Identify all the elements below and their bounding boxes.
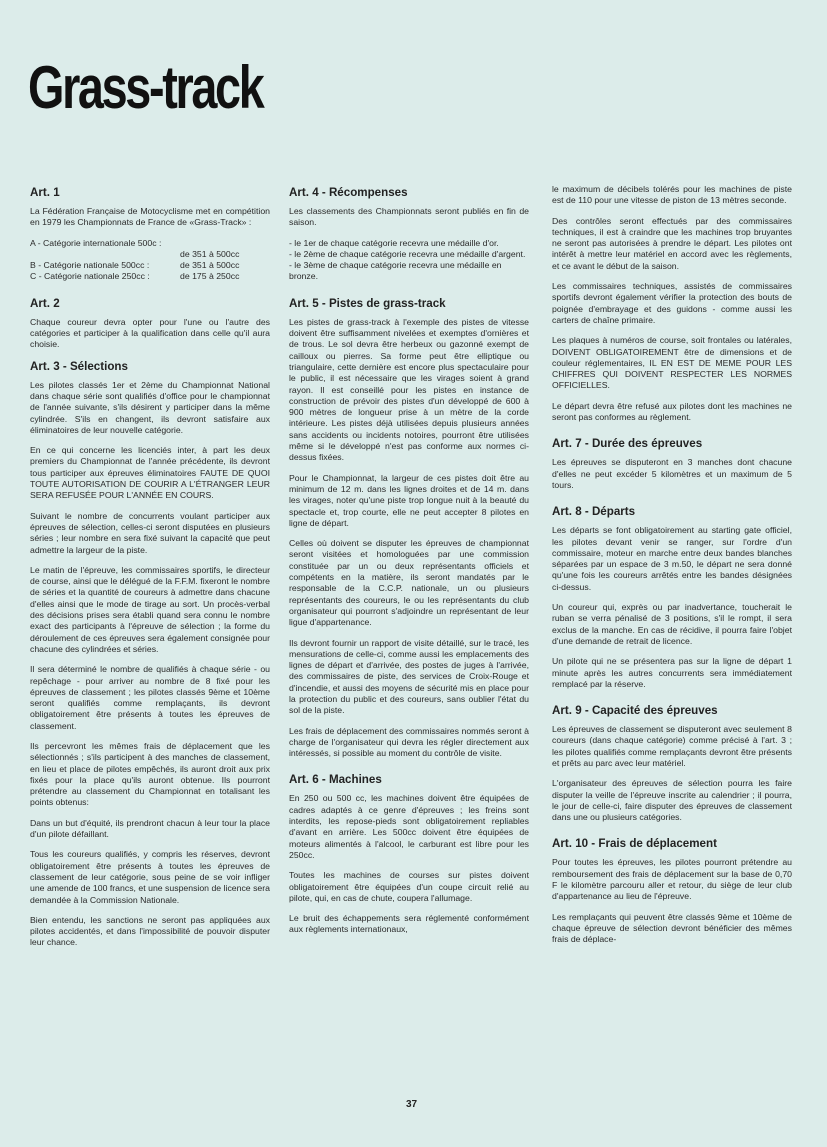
category-range	[180, 238, 270, 249]
article-heading: Art. 7 - Durée des épreuves	[552, 437, 703, 451]
article-1	[30, 186, 270, 283]
paragraph: Dans un but d'équité, ils prendront chacun à leur tour la place d'un pilote défaillant.	[30, 817, 270, 840]
article-heading: Art. 5 - Pistes de grass-track	[289, 296, 446, 310]
article-9	[552, 704, 792, 823]
paragraph: Suivant le nombre de concurrents voulant participer aux épreuves de sélection, celles-ci seront disputées en plusieurs séries ; leur nombre en sera fixé suivant la capacité que peut admettre la largeur de la piste.	[30, 510, 270, 555]
column-1	[30, 186, 270, 958]
category-range: de 351 à 500cc	[180, 248, 240, 259]
article-6-continued	[552, 184, 792, 423]
paragraph: Les plaques à numéros de course, soit frontales ou latérales, DOIVENT OBLIGATOIREMENT être de dimensions et de couleur réglementaires, IL EN EST DE MEME POUR LES CHIFFRES QUI DOIVENT RESPECTER LES NORMES OFFICIELLES.	[552, 335, 792, 391]
paragraph: En 250 ou 500 cc, les machines doivent être équipées de cadres adaptés à ce genre d'épreuves ; les freins sont interdits, les repose-pieds sont obligatoirement repliables d'avant en arrière. Les 500cc doivent être équipées de moteurs alimentés à l'alcool, le carburant est libre pour les 250cc.	[289, 793, 529, 860]
paragraph: Tous les coureurs qualifiés, y compris les réserves, devront obligatoirement être présents à toutes les épreuves de classement de leur catégorie, sous peine de se voir infliger une amende de 100 francs, et une suspension de licence sera demandée à la Commission Nationale.	[30, 849, 270, 905]
paragraph: Les départs se font obligatoirement au starting gate officiel, les pilotes devant venir se ranger, sur l'ordre d'un commissaire, moteur en marche entre deux bandes blanches séparées par un espace de 3 m.50, le départ ne sera donné qu'une fois les coureurs arrêtés entre les bandes désignées ci-dessus.	[552, 525, 792, 592]
paragraph: Les remplaçants qui peuvent être classés 9ème et 10ème de chaque épreuve de sélection devront bénéficier des mêmes frais de déplace-	[552, 911, 792, 945]
paragraph: Ils percevront les mêmes frais de déplacement que les sélectionnés ; s'ils participent à des manches de classement, en lieu et place de pilotes empêchés, ils auront droit aux prix fixés pour la place qu'ils auront obtenue. Ils pourront prétendre au classement du Championnat en totalisant les points obtenus:	[30, 740, 270, 808]
page-title: Grass-track	[28, 54, 263, 121]
paragraph: Les épreuves se disputeront en 3 manches dont chacune d'elles ne peut excéder 5 kilomètres et un maximum de 5 tours.	[552, 457, 792, 490]
category-row	[30, 260, 270, 271]
list-item: - le 2ème de chaque catégorie recevra une médaille d'argent.	[289, 248, 526, 259]
list-item: - le 1er de chaque catégorie recevra une médaille d'or.	[289, 237, 499, 248]
article-heading: Art. 10 - Frais de déplacement	[552, 837, 717, 851]
article-heading: Art. 6 - Machines	[289, 773, 382, 787]
category-label	[30, 249, 180, 260]
paragraph: Un coureur qui, exprès ou par inadvertance, toucherait le ruban se verra pénalisé de 3 positions, s'il le rompt, il sera exclus de la manche. En cas de récidive, il pourra faire l'objet d'une demande de retrait de licence.	[552, 602, 792, 646]
category-range: de 175 à 250cc	[180, 271, 240, 282]
category-row	[30, 271, 270, 282]
paragraph: La Fédération Française de Motocyclisme met en compétition en 1979 les Championnats de France de «Grass-Track» :	[30, 206, 270, 228]
article-heading: Art. 3 - Sélections	[30, 359, 128, 373]
paragraph: Le bruit des échappements sera réglementé conformément aux règlements internationaux,	[289, 913, 529, 935]
paragraph: Des contrôles seront effectués par des commissaires techniques, il est à craindre que les machines trop bruyantes ne seront pas autorisées à prendre le départ. Les pilotes ont intérêt à mettre leur matériel en accord avec les règlements, et ce avant le début de la saison.	[552, 215, 792, 271]
paragraph: le maximum de décibels tolérés pour les machines de piste est de 110 pour une vitesse de piston de 13 mètres seconde.	[552, 184, 792, 206]
paragraph: En ce qui concerne les licenciés inter, à part les deux premiers du Championnat de l'année précédente, ils devront tous participer aux épreuves éliminatoires FAUTE DE QUOI TOUTE AUTORISATION DE COURIR A L'ÉTRANGER LEUR SERA REFUSÉE POUR L'ANNÉE EN COURS.	[30, 445, 270, 501]
category-label: A - Catégorie internationale 500c :	[30, 237, 162, 248]
paragraph: Il sera déterminé le nombre de qualifiés à chaque série - ou repêchage - pour arriver au nombre de 8 fixé pour les épreuves de classement ; les pilotes classés 9ème et 10ème seront qualifiés comme remplaçants, ils devront obligatoirement être présents à toutes les épreuves de classement.	[30, 664, 270, 731]
paragraph: Celles où doivent se disputer les épreuves de championnat seront visitées et homologuées par une commission constituée par un ou deux représentants officiels et compétents en la matière, ils seront mandatés par le responsable de la C.C.P. nationale, un ou plusieurs représentants des coureurs, le ou les représentants du club organisateur qui pourront s'adjoindre un représentant de leur ligue d'appartenance.	[289, 538, 529, 628]
paragraph: Pour toutes les épreuves, les pilotes pourront prétendre au remboursement des frais de déplacement sur la base de 0,70 F le kilomètre parcouru aller et retour, du siège de leur club d'appartenance au lieu de l'épreuve.	[552, 857, 792, 902]
paragraph: Toutes les machines de courses sur pistes doivent obligatoirement être équipées d'un coupe circuit relié au pilote, qui, en cas de chute, coupera l'allumage.	[289, 870, 529, 903]
category-row	[30, 238, 270, 249]
paragraph: Chaque coureur devra opter pour l'une ou l'autre des catégories et participer à la qualification dans celle qu'il aura choisie.	[30, 316, 270, 350]
article-heading: Art. 9 - Capacité des épreuves	[552, 704, 718, 718]
article-2	[30, 297, 270, 351]
article-5	[289, 297, 529, 760]
category-row	[30, 249, 270, 260]
column-3	[552, 184, 792, 955]
paragraph: Le matin de l'épreuve, les commissaires sportifs, le directeur de course, ainsi que le délégué de la F.F.M. fixeront le nombre de séries et la quantité de coureurs à admettre dans chacune d'elles ainsi que le mode de tirage au sort. Un procès-verbal des décisions prises sera établi quand sera connu le nombre exact des participants à l'épreuve de sélection ; la forme du déroulement de ces épreuves sera également consignée pour chacune des cylindrées et séries.	[30, 564, 270, 654]
paragraph: Les pilotes classés 1er et 2ème du Championnat National dans chaque série sont qualifiés d'office pour le championnat de l'année suivante, s'ils désirent y participer dans la même cylindrée. S'ils en changent, ils devront satisfaire aux éliminatoires de leur nouvelle catégorie.	[30, 379, 270, 435]
article-heading: Art. 1	[30, 186, 60, 199]
category-range: de 351 à 500cc	[180, 260, 240, 271]
article-heading: Art. 8 - Départs	[552, 505, 636, 519]
paragraph: Bien entendu, les sanctions ne seront pas appliquées aux pilotes accidentés, et dans l'impossibilité de pouvoir disputer leur chance.	[30, 914, 270, 948]
paragraph: Un pilote qui ne se présentera pas sur la ligne de départ 1 minute après les autres concurrents sera immédiatement remplacé par la réserve.	[552, 656, 792, 689]
award-list	[289, 238, 529, 283]
paragraph: Les épreuves de classement se disputeront avec seulement 8 coureurs (dans chaque catégorie) comme précisé à l'art. 3 ; les pilotes qualifiés comme remplaçants devront être présents et prêts au parc avec leur matériel.	[552, 724, 792, 768]
article-heading: Art. 2	[30, 296, 60, 310]
category-label: C - Catégorie nationale 250cc :	[30, 271, 150, 282]
article-3	[30, 360, 270, 949]
paragraph: Pour le Championnat, la largeur de ces pistes doit être au minimum de 12 m. dans les lignes droites et de 14 m. dans les virages, noter qu'une piste trop longue nuit à la beauté du spectacle et, trop courte, elle ne peut accepter 8 pilotes en ligne de départ.	[289, 472, 529, 528]
category-label: B - Catégorie nationale 500cc :	[30, 260, 150, 271]
article-10	[552, 837, 792, 945]
list-item: - le 3ème de chaque catégorie recevra une médaille en bronze.	[289, 260, 502, 282]
paragraph: Les commissaires techniques, assistés de commissaires sportifs devront également vérifier la protection des bouts de poignée d'embrayage et des guidons - comme aussi les carters de chaîne primaire.	[552, 281, 792, 325]
paragraph: Le départ devra être refusé aux pilotes dont les machines ne seront pas conformes au règlement.	[552, 400, 792, 423]
paragraph: Ils devront fournir un rapport de visite détaillé, sur le tracé, les mensurations de celle-ci, comme aussi les emplacements des lignes de départ et d'arrivée, des postes de juges à l'arrivée, des commissaires de piste, des services de Croix-Rouge et d'incendie, et aussi des moyens de sécurité mis en place pour la protection du public et des coureurs, sans oublier l'état du sol de la piste.	[289, 637, 529, 716]
article-heading: Art. 4 - Récompenses	[289, 186, 408, 199]
column-2	[289, 186, 529, 945]
paragraph: Les classements des Championnats seront publiés en fin de saison.	[289, 206, 529, 228]
paragraph: L'organisateur des épreuves de sélection pourra les faire disputer la veille de l'épreuve inscrite au calendrier ; il pourra, le jour de celle-ci, faire disputer des épreuves de classement dans une ou plusieurs catégories.	[552, 778, 792, 823]
page-number: 37	[406, 1099, 418, 1110]
article-6	[289, 773, 529, 935]
paragraph: Les pistes de grass-track à l'exemple des pistes de vitesse doivent être suffisamment nivelées et exemptes d'ornières et de trous. Le sol devra être herbeux ou gazonné exempt de cailloux ou pierres. Sa forme peut être elliptique ou triangulaire, cette dernière est encore plus spectaculaire pour le public, il est nécessaire que les virages soient à grand rayon. Il est conseillé pour les pistes en instance de construction de prévoir des pistes d'un développé de 600 à 900 mètres de longueur prise à un mètre de la corde intérieure. Les pistes déjà utilisées depuis plusieurs années sans accidents ou incidents notoires, pourront être utilisées même si le développé n'est pas conforme aux normes ci-dessus fixées.	[289, 316, 529, 463]
category-list	[30, 238, 270, 283]
article-7	[552, 437, 792, 491]
article-4	[289, 186, 529, 283]
article-8	[552, 505, 792, 690]
paragraph: Les frais de déplacement des commissaires nommés seront à charge de l'organisateur qui devra les régler directement aux intéressés, si possible au moment du contrôle de visite.	[289, 725, 529, 759]
